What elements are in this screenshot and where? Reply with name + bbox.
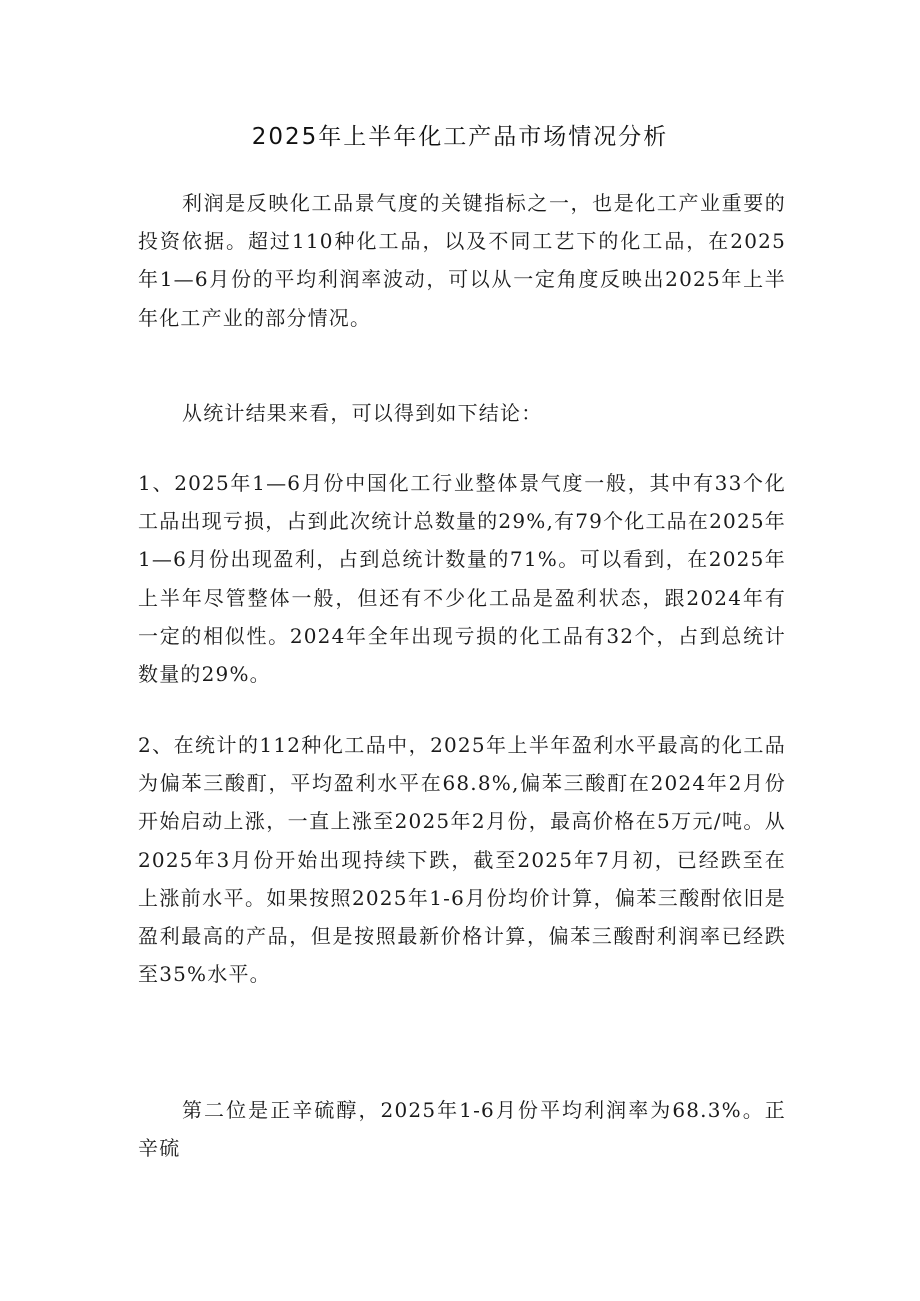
paragraph-conclusion-lead: 从统计结果来看，可以得到如下结论： — [182, 401, 543, 425]
paragraph-point-1: 1、2025年1—6月份中国化工行业整体景气度一般，其中有33个化工品出现亏损，占到此次统计总数量的29%,有79个化工品在2025年1—6月份出现盈利，占到总统计数量的71%。可以看到，在2025年上半年尽管整体一般，但还有不少化工品是盈利状态，跟2024年有一定的相似性。2024年全年出现亏损的化工品有32个，占到总统计数量的29%。 — [138, 471, 786, 687]
paragraph-second-place: 第二位是正辛硫醇，2025年1-6月份平均利润率为68.3%。正辛硫 — [138, 1098, 786, 1161]
paragraph-intro: 利润是反映化工品景气度的关键指标之一，也是化工产业重要的投资依据。超过110种化工品，以及不同工艺下的化工品，在2025年1—6月份的平均利润率波动，可以从一定角度反映出2025年上半年化工产业的部分情况。 — [138, 191, 786, 330]
paragraph-point-2: 2、在统计的112种化工品中，2025年上半年盈利水平最高的化工品为偏苯三酸酊，平均盈利水平在68.8%,偏苯三酸酊在2024年2月份开始启动上涨，一直上涨至2025年2月份，最高价格在5万元/吨。从2025年3月份开始出现持续下跌，截至2025年7月初，已经跌至在上涨前水平。如果按照2025年1-6月份均价计算，偏苯三酸酎依旧是盈利最高的产品，但是按照最新价格计算，偏苯三酸酎利润率已经跌至35%水平。 — [138, 733, 786, 987]
document-title: 2025年上半年化工产品市场情况分析 — [251, 124, 669, 150]
